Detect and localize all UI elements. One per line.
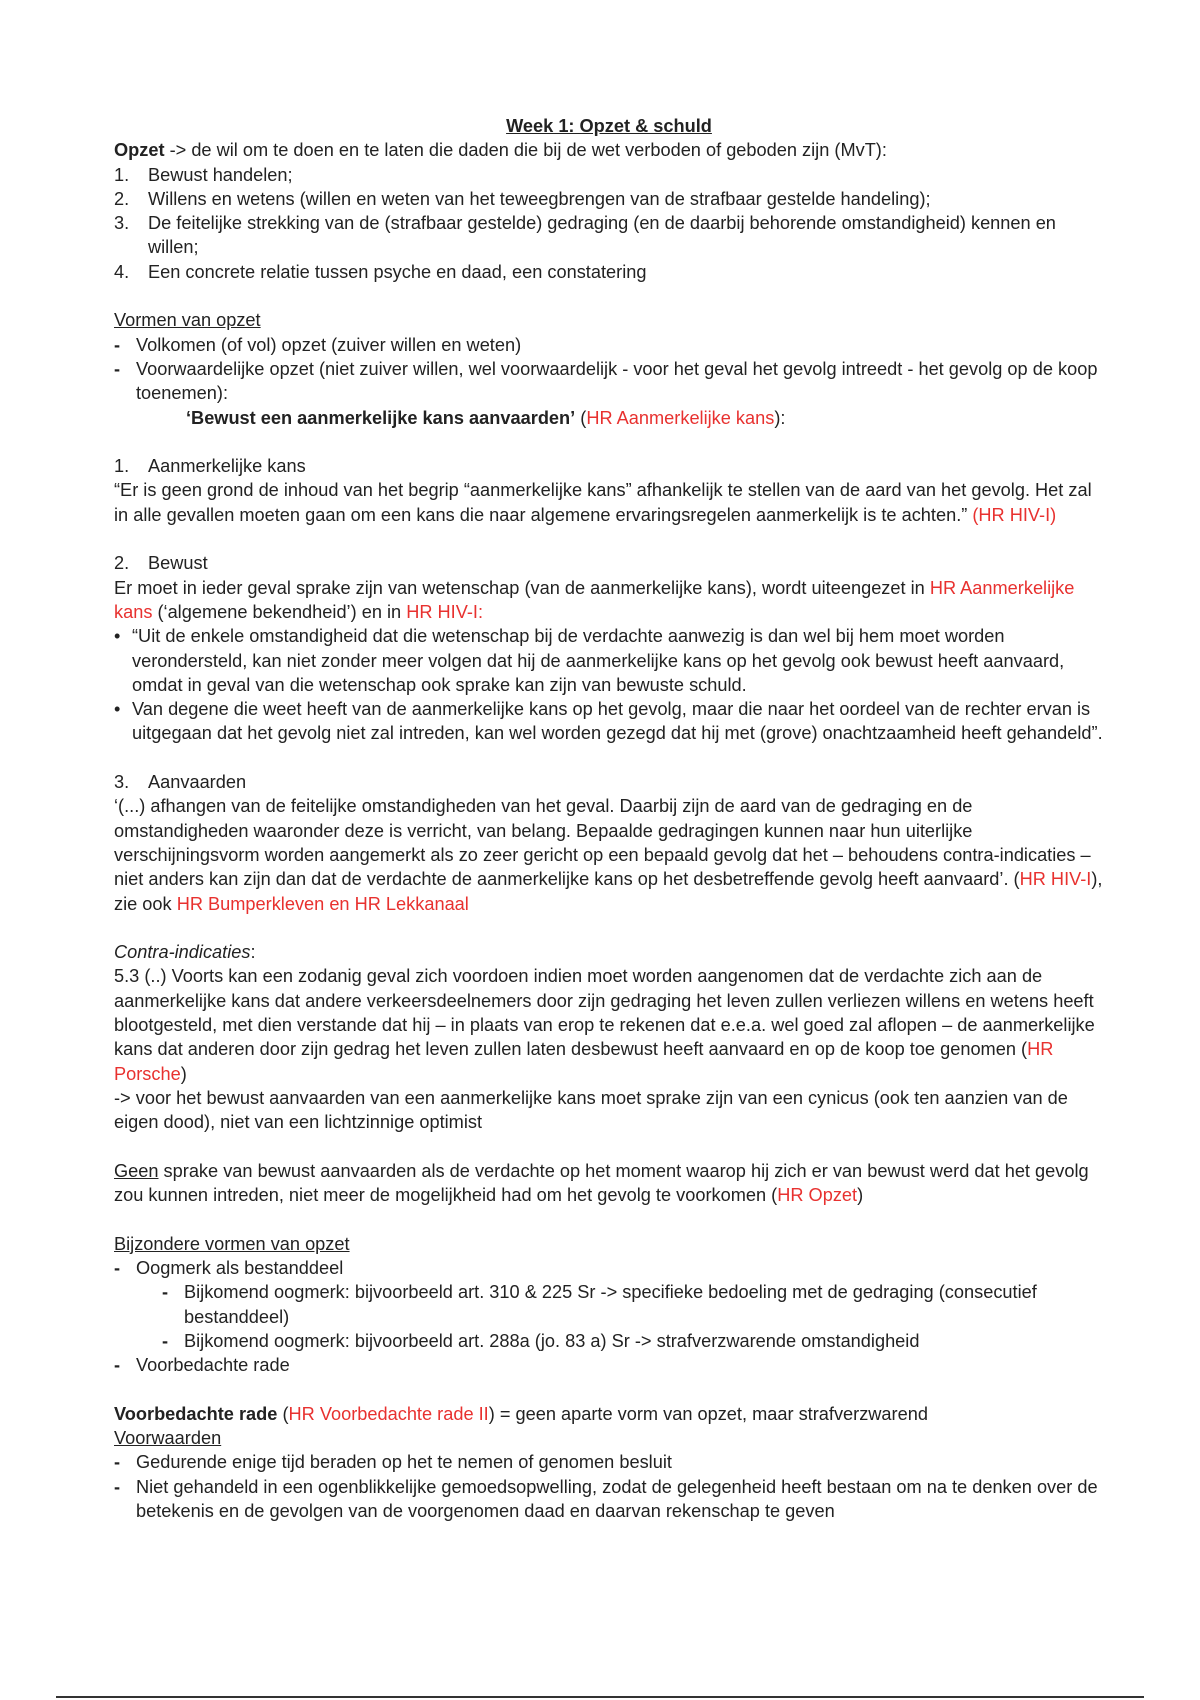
dash-marker: - bbox=[162, 1282, 169, 1303]
case-reference: HR HIV-I bbox=[1019, 869, 1092, 890]
list-item: 4. Een concrete relatie tussen psyche en daad, een constatering bbox=[114, 261, 647, 282]
list-item: - Bijkomend oogmerk: bijvoorbeeld art. 288a (jo. 83 a) Sr -> strafverzwarende omstandigheid bbox=[114, 1329, 1104, 1353]
section-heading: 2. Bewust bbox=[114, 553, 208, 574]
dash-marker: - bbox=[114, 1452, 121, 1473]
bullet-marker: • bbox=[114, 699, 121, 720]
list-item: - Voorwaardelijke opzet (niet zuiver willen, wel voorwaardelijk - voor het geval het gevolg intreedt - het gevolg op de koop toenemen): bbox=[114, 357, 1104, 406]
bullet-marker: • bbox=[114, 626, 121, 647]
section-heading: 1. Aanmerkelijke kans bbox=[114, 456, 306, 477]
paragraph: Er moet in ieder geval sprake zijn van wetenschap (van de aanmerkelijke kans), wordt uiteengezet in HR Aanmerkelijke kans (‘algemene bekendheid’) en in HR HIV-I: bbox=[114, 577, 1075, 622]
dash-marker: - bbox=[114, 334, 121, 355]
list-item: - Bijkomend oogmerk: bijvoorbeeld art. 310 & 225 Sr -> specifieke bedoeling met de gedraging (consecutief bestanddeel) bbox=[114, 1280, 1104, 1329]
dash-marker: - bbox=[114, 1476, 121, 1497]
case-reference: HR Opzet bbox=[777, 1185, 858, 1206]
case-reference: HR HIV-I bbox=[978, 504, 1051, 525]
voorwaarden-heading: Voorwaarden bbox=[114, 1428, 222, 1449]
list-item: • “Uit de enkele omstandigheid dat die wetenschap bij de verdachte aanwezig is dan wel bij hem moet worden verondersteld, kan niet zonder meer volgen dat hij de aanmerkelijke kans op het gevolg ook bewust heeft aanvaard, omdat in geval van die wetenschap ook sprake kan zijn van bewuste schuld. bbox=[114, 624, 1104, 697]
paragraph: Geen sprake van bewust aanvaarden als de verdachte op het moment waarop hij zich er van bewust werd dat het gevolg zou kunnen intreden, niet meer de mogelijkheid had om het gevolg te voorkomen (HR Opzet) bbox=[114, 1160, 1089, 1206]
list-item: 3. De feitelijke strekking van de (strafbaar gestelde) gedraging (en de daarbij behorende omstandigheid) kennen en willen; bbox=[114, 213, 1056, 258]
dash-marker: - bbox=[114, 1355, 121, 1376]
opzet-definition-text: -> de wil om te doen en te laten die daden die bij de wet verboden of geboden zijn (MvT): bbox=[164, 140, 887, 161]
case-reference: HR Aanmerkelijke kans bbox=[586, 407, 775, 428]
opzet-definition bbox=[114, 138, 1104, 162]
paragraph: -> voor het bewust aanvaarden van een aanmerkelijke kans moet sprake zijn van een cynicus (ook ten aanzien van de eigen dood), niet van een lichtzinnige optimist bbox=[114, 1087, 1068, 1133]
dash-marker: - bbox=[162, 1330, 169, 1351]
opzet-term: Opzet bbox=[114, 140, 165, 161]
list-item: - Voorbedachte rade bbox=[114, 1353, 1104, 1377]
voorbedachte-rade-definition: Voorbedachte rade (HR Voorbedachte rade II) = geen aparte vorm van opzet, maar strafverzwarend bbox=[114, 1403, 928, 1424]
list-item: 1. Bewust handelen; bbox=[114, 164, 293, 185]
paragraph: 5.3 (..) Voorts kan een zodanig geval zich voordoen indien moet worden aangenomen dat de verdachte zich aan de aanmerkelijke kans dat andere verkeersdeelnemers door zijn gedraging het leven zullen verliezen willens en wetens heeft blootgesteld, met dien verstande dat hij – in plaats van erop te rekenen dat e.e.a. wel goed zal aflopen – de aanmerkelijke kans dat anderen door zijn gedrag het leven zullen laten desbewust heeft aanvaard en op de koop toe genomen (HR Porsche) bbox=[114, 966, 1095, 1084]
case-reference: HR Aanmerkelijke kans bbox=[114, 577, 1075, 622]
page-title: Week 1: Opzet & schuld bbox=[506, 116, 712, 136]
contra-indicaties-heading: Contra-indicaties: bbox=[114, 942, 256, 963]
quote-paragraph: ‘(...) afhangen van de feitelijke omstandigheden van het geval. Daarbij zijn de aard van de gedraging en de omstandigheden waaronder deze is verricht, van belang. Bepaalde gedragingen kunnen naar hun uiterlijke verschijningsvorm worden aangemerkt als zo zeer gericht op een bepaald gevolg dat het – behoudens contra-indicaties – niet anders kan zijn dan dat de verdachte de aanmerkelijke kans op het desbetreffende gevolg heeft aanvaard’. (HR HIV-I), zie ook HR Bumperkleven en HR Lekkanaal bbox=[114, 796, 1103, 914]
list-item: - Volkomen (of vol) opzet (zuiver willen en weten) bbox=[114, 333, 1104, 357]
case-reference: HR Bumperkleven en HR Lekkanaal bbox=[176, 893, 469, 914]
list-item: • Van degene die weet heeft van de aanmerkelijke kans op het gevolg, maar die naar het oordeel van de rechter ervan is uitgegaan dat het gevolg niet zal intreden, kan wel worden gezegd dat hij met (grove) onachtzaamheid heeft gehandeld”. bbox=[114, 697, 1104, 746]
list-item: - Gedurende enige tijd beraden op het te nemen of genomen besluit bbox=[114, 1450, 1104, 1474]
document-content bbox=[114, 114, 1104, 1523]
case-reference: HR HIV-I bbox=[406, 601, 478, 622]
case-reference: HR Porsche bbox=[114, 1039, 1054, 1084]
vormen-heading: Vormen van opzet bbox=[114, 310, 261, 331]
list-item: - Niet gehandeld in een ogenblikkelijke gemoedsopwelling, zodat de gelegenheid heeft bestaan om na te denken over de betekenis en de gevolgen van de voorgenomen daad en daarvan rekenschap te geven bbox=[114, 1475, 1104, 1524]
quote-paragraph: “Er is geen grond de inhoud van het begrip “aanmerkelijke kans” afhankelijk te stellen van de aard van het gevolg. Het zal in alle gevallen moeten gaan om een kans die naar algemene ervaringsregelen aanmerkelijk is te achten.” (HR HIV-I) bbox=[114, 480, 1092, 525]
bijzondere-heading: Bijzondere vormen van opzet bbox=[114, 1233, 350, 1254]
list-item: - Oogmerk als bestanddeel bbox=[114, 1256, 1104, 1280]
dash-marker: - bbox=[114, 1257, 121, 1278]
page-bottom-divider bbox=[56, 1696, 1144, 1698]
list-item: 2. Willens en wetens (willen en weten van het teweegbrengen van de strafbaar gestelde handeling); bbox=[114, 188, 931, 209]
dash-marker: - bbox=[114, 358, 121, 379]
case-reference: HR Voorbedachte rade II bbox=[288, 1403, 489, 1424]
bewust-aanvaarden-line: ‘Bewust een aanmerkelijke kans aanvaarden’ (HR Aanmerkelijke kans): bbox=[186, 407, 786, 428]
section-heading: 3. Aanvaarden bbox=[114, 772, 247, 793]
